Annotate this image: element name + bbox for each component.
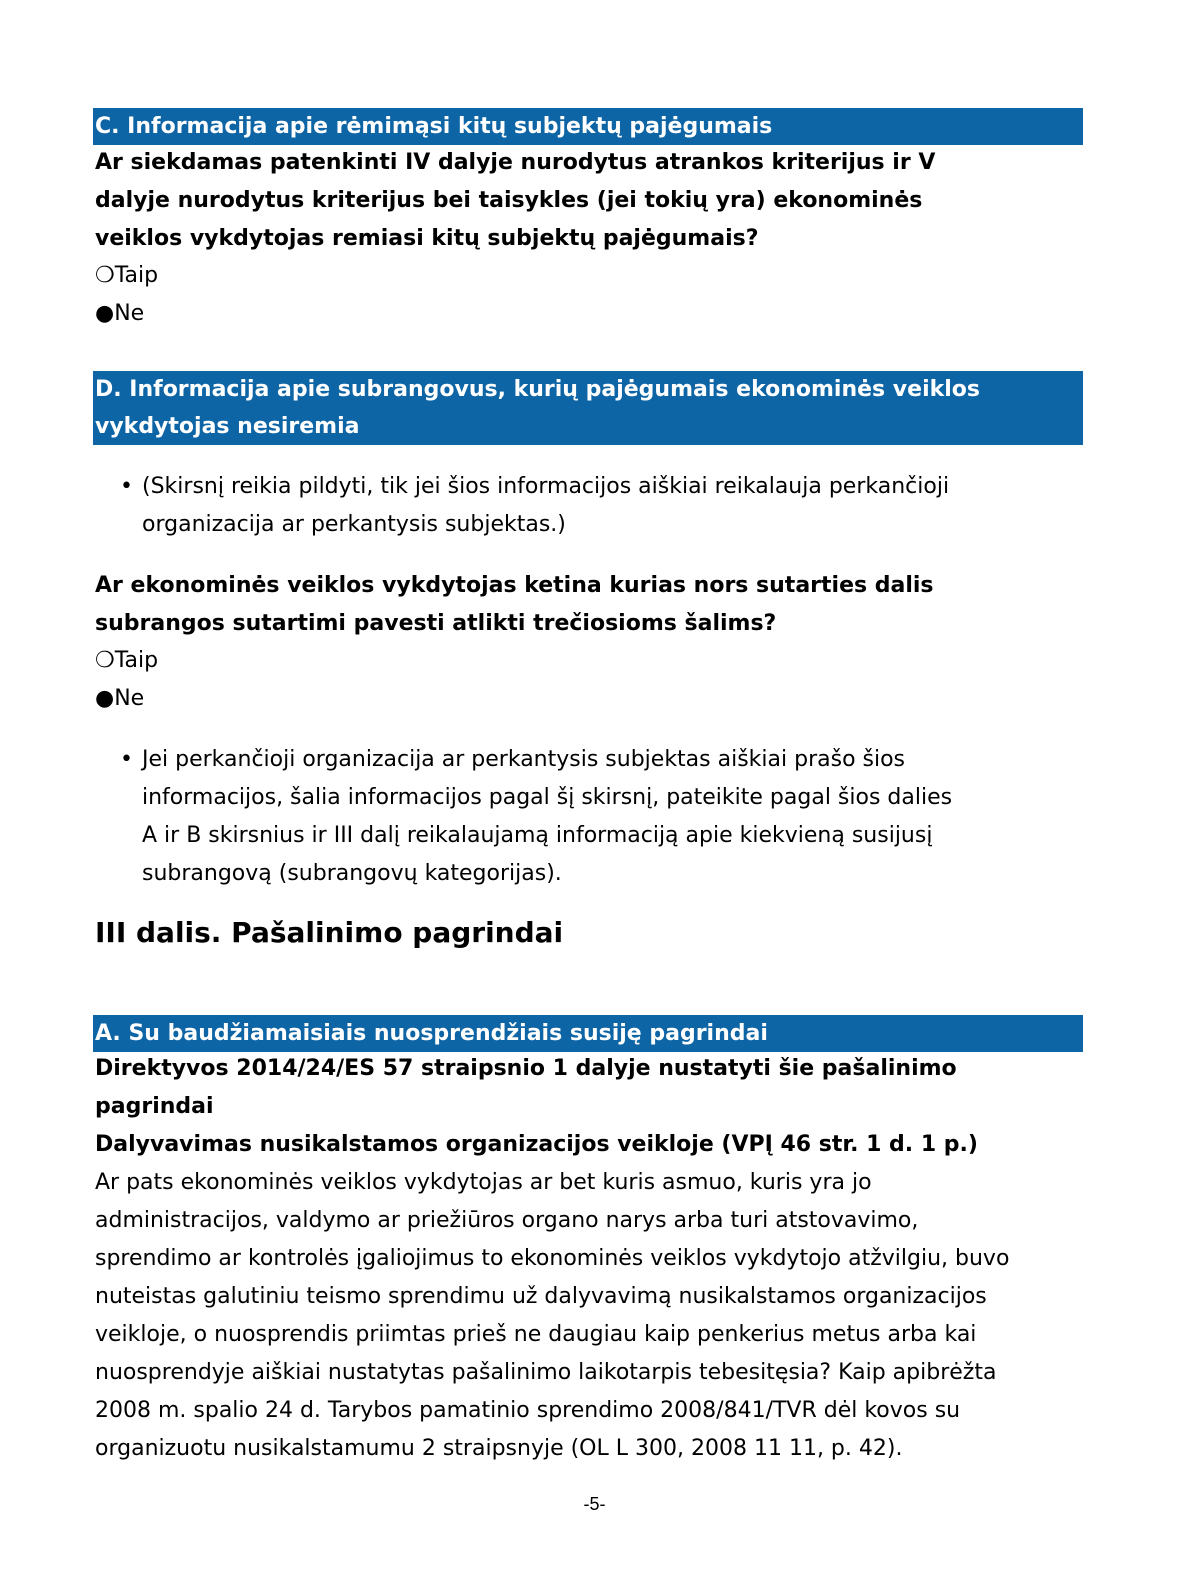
section-c-question <box>95 144 1085 258</box>
bullet-icon: • <box>120 474 133 499</box>
ground-subtitle: Dalyvavimas nusikalstamos organizacijos veikloje (VPĮ 46 str. 1 d. 1 p.) <box>95 1132 978 1157</box>
section-d-header-line: D. Informacija apie subrangovus, kurių pajėgumais ekonominės veiklos <box>95 377 980 402</box>
question-line: dalyje nurodytus kriterijus bei taisykles (jei tokių yra) ekonominės <box>95 188 923 213</box>
section-c-header <box>93 108 1083 145</box>
section-d-info <box>120 741 1040 893</box>
section-d-note <box>120 468 1040 544</box>
radio-label: Ne <box>114 301 145 326</box>
section-d-radio-ne[interactable] <box>95 680 144 718</box>
radio-selected-icon: ● <box>95 686 115 711</box>
note-line: organizacija ar perkantysis subjektas.) <box>142 512 566 537</box>
section-d-radio-taip[interactable] <box>95 642 158 680</box>
section-d-header <box>93 371 1083 445</box>
section-d-header-line: vykdytojas nesiremia <box>95 414 360 439</box>
ground-body <box>95 1164 1085 1468</box>
directive-line: Direktyvos 2014/24/ES 57 straipsnio 1 dalyje nustatyti šie pašalinimo <box>95 1056 957 1081</box>
radio-unselected-icon: ❍ <box>95 648 115 673</box>
body-line: veikloje, o nuosprendis priimtas prieš ne daugiau kaip penkerius metus arba kai <box>95 1322 977 1347</box>
body-line: Ar pats ekonominės veiklos vykdytojas ar bet kuris asmuo, kuris yra jo <box>95 1170 872 1195</box>
question-line: Ar siekdamas patenkinti IV dalyje nurodytus atrankos kriterijus ir V <box>95 150 936 175</box>
info-line: subrangovą (subrangovų kategorijas). <box>142 861 562 886</box>
section-c-radio-ne[interactable] <box>95 295 144 333</box>
radio-unselected-icon: ❍ <box>95 263 115 288</box>
body-line: 2008 m. spalio 24 d. Tarybos pamatinio sprendimo 2008/841/TVR dėl kovos su <box>95 1398 961 1423</box>
info-line: A ir B skirsnius ir III dalį reikalaujamą informaciją apie kiekvieną susijusį <box>142 823 933 848</box>
bullet-icon: • <box>120 747 133 772</box>
directive-heading <box>95 1050 1085 1126</box>
question-line: subrangos sutartimi pavesti atlikti trečiosioms šalims? <box>95 611 777 636</box>
body-line: sprendimo ar kontrolės įgaliojimus to ekonominės veiklos vykdytojo atžvilgiu, buvo <box>95 1246 1010 1271</box>
radio-label: Taip <box>114 648 159 673</box>
directive-line: pagrindai <box>95 1094 214 1119</box>
radio-label: Ne <box>114 686 145 711</box>
note-line: (Skirsnį reikia pildyti, tik jei šios informacijos aiškiai reikalauja perkančioji <box>142 474 950 499</box>
page-number: -5- <box>583 1494 606 1514</box>
section-part3-a-header <box>93 1015 1083 1052</box>
question-line: Ar ekonominės veiklos vykdytojas ketina kurias nors sutarties dalis <box>95 573 934 598</box>
radio-label: Taip <box>114 263 159 288</box>
section-c-radio-taip[interactable] <box>95 257 158 295</box>
radio-selected-icon: ● <box>95 301 115 326</box>
body-line: administracijos, valdymo ar priežiūros organo narys arba turi atstovavimo, <box>95 1208 919 1233</box>
info-line: informacijos, šalia informacijos pagal šį skirsnį, pateikite pagal šios dalies <box>142 785 953 810</box>
section-d-question <box>95 567 1085 643</box>
section-a-header-text: A. Su baudžiamaisiais nuosprendžiais susiję pagrindai <box>95 1021 768 1046</box>
body-line: organizuotu nusikalstamumu 2 straipsnyje (OL L 300, 2008 11 11, p. 42). <box>95 1436 903 1461</box>
body-line: nuteistas galutiniu teismo sprendimu už dalyvavimą nusikalstamos organizacijos <box>95 1284 987 1309</box>
info-line: Jei perkančioji organizacija ar perkantysis subjektas aiškiai prašo šios <box>142 747 906 772</box>
section-c-header-text: C. Informacija apie rėmimąsi kitų subjektų pajėgumais <box>95 114 773 139</box>
body-line: nuosprendyje aiškiai nustatytas pašalinimo laikotarpis tebesitęsia? Kaip apibrėžta <box>95 1360 997 1385</box>
part3-title: III dalis. Pašalinimo pagrindai <box>95 916 564 949</box>
question-line: veiklos vykdytojas remiasi kitų subjektų pajėgumais? <box>95 226 759 251</box>
